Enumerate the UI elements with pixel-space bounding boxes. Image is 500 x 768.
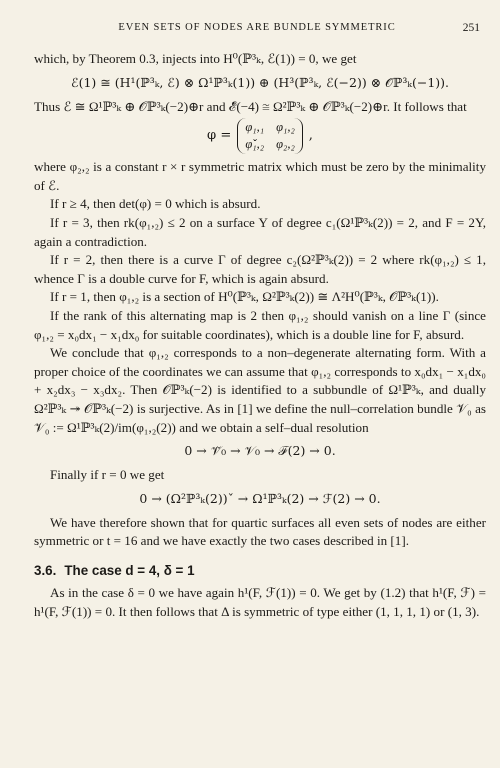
running-title: EVEN SETS OF NODES ARE BUNDLE SYMMETRIC — [118, 22, 396, 33]
display-equation-matrix — [34, 118, 486, 154]
paragraph-case-delta1: As in the case δ = 0 we have again h¹(F, ℱ(1)) = 0. We get by (1.2) that h¹(F, ℱ) = h¹(F, ℱ(1)) = 0. It then follows that Δ is symmetric of type either (1, 1, 1, 1) or (1, 3). — [34, 585, 486, 620]
matrix-tail: , — [308, 127, 313, 143]
matrix-cell: φ₁,₁ — [245, 120, 265, 135]
page-body — [34, 50, 486, 622]
display-equation-decomposition: ℰ(1) ≅ (H¹(ℙ³ₖ, ℰ) ⊗ Ω¹ℙ³ₖ(1)) ⊕ (H³(ℙ³ₖ, ℰ(−2)) ⊗ 𝒪ℙ³ₖ(−1)). — [71, 74, 449, 90]
display-equation-resolution: 0 → 𝒱̌₀ → 𝒱₀ → ℱ(2) → 0. — [184, 443, 336, 459]
paragraph-case-r4: If r ≥ 4, then det(φ) = 0 which is absurd. — [50, 196, 261, 212]
section-number: 3.6. — [34, 562, 57, 578]
matrix-lhs: φ = — [207, 127, 232, 143]
paragraph-phi22: where φ₂,₂ is a constant r × r symmetric matrix which must be zero by the minimality of ℰ. — [34, 159, 486, 193]
paragraph-conclude: We conclude that φ₁,₂ corresponds to a non–degenerate alternating form. With a proper choice of the coordinates we can assume that φ₁,₂ corresponds to x₀dx₁ − x₁dx₀ + x₂dx₃ − x₃dx₂. Then 𝒪ℙ³ₖ(−2) is identified to a subbundle of Ω¹ℙ³ₖ, and dually Ω²ℙ³ₖ ↠ 𝒪ℙ³ₖ(−2) is surjective. As in [1] we define the null–correlation bundle 𝒱₀ as 𝒱₀ := Ω¹ℙ³ₖ(2)/im(φ₁,₂(2)) and we obtain a self–dual resolution — [34, 345, 486, 435]
paragraph-finally: Finally if r = 0 we get — [50, 467, 165, 483]
page-number: 251 — [462, 22, 480, 34]
paragraph-thus: Thus ℰ ≅ Ω¹ℙ³ₖ ⊕ 𝒪ℙ³ₖ(−2)⊕r and ℰ̌(−4) ≅ Ω²ℙ³ₖ ⊕ 𝒪ℙ³ₖ(−2)⊕r. It follows that — [34, 98, 467, 114]
paragraph-summary: We have therefore shown that for quartic surfaces all even sets of nodes are either symmetric or t = 16 and we have exactly the two cases described in [1]. — [34, 514, 486, 549]
paragraph-rank-two: If the rank of this alternating map is 2 then φ₁,₂ should vanish on a line Γ (since φ₁,₂ = x₀dx₁ − x₁dx₀ for suitable coordinates), which is a double line for F, absurd. — [34, 307, 486, 342]
section-heading — [34, 562, 486, 581]
matrix-cell: φ₁,₂ — [276, 120, 295, 135]
section-title: The case d = 4, δ = 1 — [64, 562, 195, 578]
display-equation-r0: 0 → (Ω²ℙ³ₖ(2))ˇ → Ω¹ℙ³ₖ(2) → ℱ(2) → 0. — [139, 490, 381, 506]
paragraph-case-r2: If r = 2, then there is a curve Γ of degree c₂(Ω²ℙ³ₖ(2)) = 2 where rk(φ₁,₂) ≤ 1, whence Γ is a double curve for F, which is again absurd. — [34, 252, 486, 286]
matrix-phi — [237, 118, 302, 154]
paragraph-case-r3: If r = 3, then rk(φ₁,₂) ≤ 2 on a surface Y of degree c₁(Ω¹ℙ³ₖ(2)) = 2, and F = 2Y, again a contradiction. — [34, 214, 486, 249]
page-header — [34, 22, 480, 40]
matrix-cell: φ̌₁,₂ — [245, 137, 265, 152]
paragraph-injects: which, by Theorem 0.3, injects into H⁰(ℙ³ₖ, ℰ(1)) = 0, we get — [34, 51, 357, 66]
matrix-cell: φ₂,₂ — [276, 137, 295, 152]
paragraph-case-r1: If r = 1, then φ₁,₂ is a section of H⁰(ℙ³ₖ, Ω²ℙ³ₖ(2)) ≅ Λ²H⁰(ℙ³ₖ, 𝒪ℙ³ₖ(1)). — [50, 289, 439, 305]
